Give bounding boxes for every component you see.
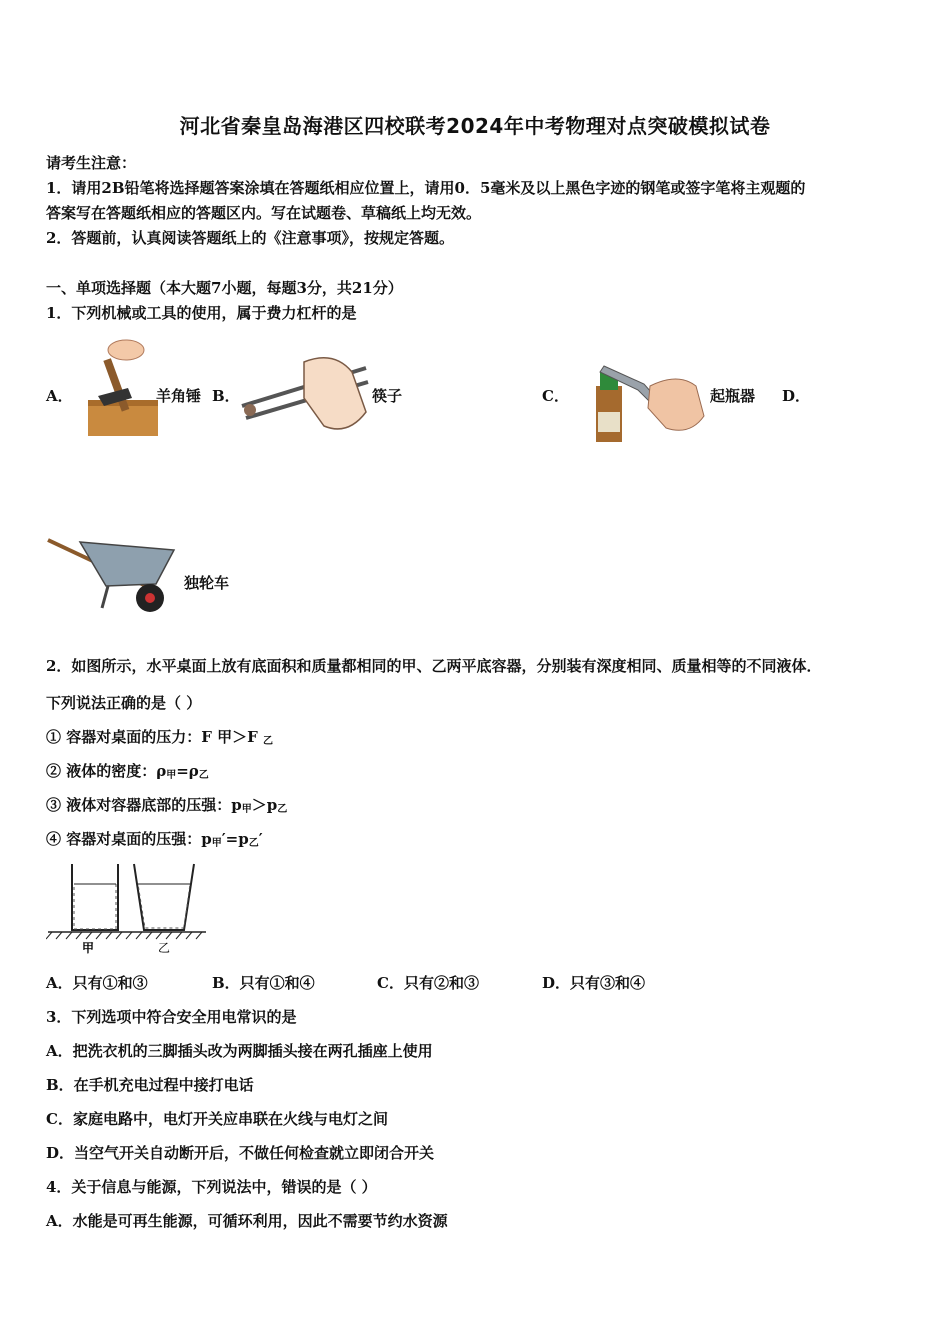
notice-line-1a: 1．请用2B铅笔将选择题答案涂填在答题纸相应位置上，请用0．5毫米及以上黑色字迹的钢笔或签字笔将主观题的 (46, 179, 806, 197)
wheel-hub (145, 593, 155, 603)
wheelbarrow-leg (102, 586, 108, 608)
liquid-jia (74, 884, 116, 929)
q3-option-c: C．家庭电路中，电灯开关应串联在火线与电灯之间 (46, 1110, 388, 1128)
q1-stem: 1．下列机械或工具的使用，属于费力杠杆的是 (46, 304, 357, 322)
food-ball (244, 404, 256, 416)
q1-option-a-label: 羊角锤 (156, 387, 202, 405)
bottle-opener-image (574, 356, 710, 442)
hammer-image (82, 336, 160, 440)
q1-option-d: D． (782, 387, 811, 405)
q2-stem: 2．如图所示，水平桌面上放有底面积和质量都相同的甲、乙两平底容器，分别装有深度相同、质量相等的不同液体． (46, 657, 822, 675)
hand-shape (304, 358, 366, 429)
label-yi: 乙 (158, 941, 171, 955)
q4-option-a: A．水能是可再生能源，可循环利用，因此不需要节约水资源 (46, 1212, 448, 1230)
q1-option-b: B． (212, 387, 240, 405)
notice-heading: 请考生注意： (46, 154, 137, 172)
q2-statement-1: ① 容器对桌面的压力：F 甲＞F $_乙$ (46, 728, 273, 747)
q3-option-b: B．在手机充电过程中接打电话 (46, 1076, 254, 1094)
notice-line-1b: 答案写在答题纸相应的答题区内。写在试题卷、草稿纸上均无效。 (46, 204, 482, 222)
containers-figure (46, 862, 208, 958)
notice-line-2: 2．答题前，认真阅读答题纸上的《注意事项》，按规定答题。 (46, 229, 454, 247)
q3-option-d: D．当空气开关自动断开后，不做任何检查就立即闭合开关 (46, 1144, 435, 1162)
q4-stem: 4．关于信息与能源，下列说法中，错误的是（ ） (46, 1178, 377, 1196)
wheelbarrow-image (46, 528, 176, 618)
q2-statement-2: ② 液体的密度：$\rho_甲=\rho_乙$ (46, 762, 209, 781)
q2-statement-3: ③ 液体对容器底部的压强：$p_甲>p_乙$ (46, 796, 288, 815)
label-jia: 甲 (82, 941, 95, 955)
table-hatching (46, 932, 202, 939)
q2-stem-2: 下列说法正确的是（ ） (46, 694, 202, 712)
q3-stem: 3．下列选项中符合安全用电常识的是 (46, 1008, 297, 1026)
container-yi (134, 864, 194, 930)
wheelbarrow-tray (80, 542, 174, 586)
q2-option-d: D．只有③和④ (542, 974, 646, 992)
hand-shape (108, 340, 144, 360)
q2-option-c: C．只有②和③ (377, 974, 479, 992)
hand-shape (648, 379, 704, 430)
bottle-label (598, 412, 620, 432)
q1-option-a: A． (46, 387, 73, 405)
q2-option-b: B．只有①和④ (212, 974, 315, 992)
section-heading: 一、单项选择题（本大题7小题，每题3分，共21分） (46, 279, 403, 297)
q1-option-c-label: 起瓶器 (710, 387, 756, 405)
q2-option-a: A．只有①和③ (46, 974, 148, 992)
q1-option-d-label: 独轮车 (184, 574, 230, 592)
liquid-yi (138, 884, 190, 928)
container-jia (72, 864, 118, 930)
q1-option-c: C． (542, 387, 569, 405)
q2-statement-4: ④ 容器对桌面的压强：$p_甲'=p_乙'$ (46, 830, 263, 849)
page-title: 河北省秦皇岛海港区四校联考2024年中考物理对点突破模拟试卷 (179, 114, 771, 138)
q3-option-a: A．把洗衣机的三脚插头改为两脚插头接在两孔插座上使用 (46, 1042, 433, 1060)
q1-option-b-label: 筷子 (372, 387, 403, 405)
chopsticks-image (238, 352, 372, 436)
